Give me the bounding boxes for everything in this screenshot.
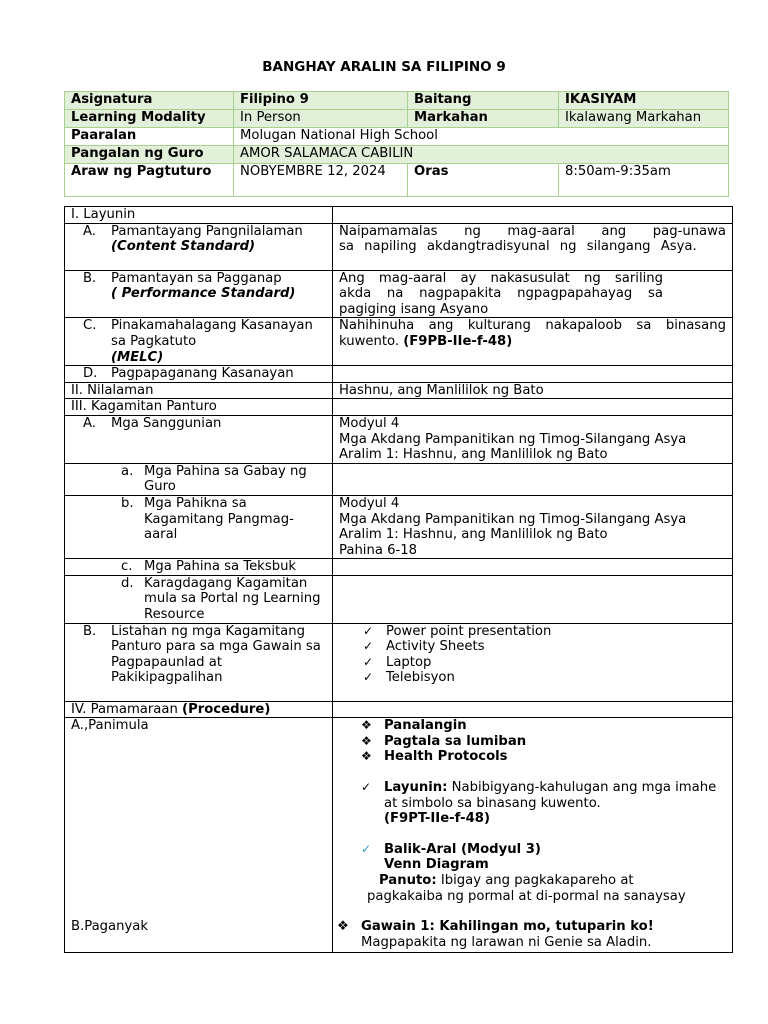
info-row-paaralan [65,128,729,146]
row-content: Modyul 4 Mga Akdang Pampanitikan ng Timog-Silangang Asya Aralim 1: Hashnu, ang Manlililok ng Bato [333,415,733,463]
row-content-standard: A. Pamantayang Pangnilalaman (Content Standard) Naipamamalas ng mag-aaral ang pag-unawa sa napiling akdangtradisyunal ng silangang Asya. [65,223,733,270]
diamond-bullet-icon: ❖ [361,749,372,764]
row-teksbuk: c. Mga Pahina sa Teksbuk [65,559,733,576]
row-melc: C. Pinakamahalagang Kasanayan sa Pagkatuto (MELC) Nahihinuha ang kulturang nakapaloob sa binasang kuwento. (F9PB-IIe-f-48) [65,318,733,366]
row-content: ❖ Panalangin ❖ Pagtala sa lumiban ❖ Health Protocols ✓ Layunin: Nabibigyang-kahulugan ang mga imahe at simbolo sa binasang kuwento. (F9PT-IIe-f-48) ✓ Balik-Aral (Modyul 3) Venn Diagram Panuto: Ibigay ang pagkakapareho at pagkakaiba ng pormal at di-pormal na sanaysay ❖ Gawain 1: Kahilingan mo, tutuparin ko! Magpapakita ng larawan ni Genie sa Aladin. [333,718,733,953]
row-label: Mga Pahikna sa Kagamitang Pangmag-aaral [144,495,294,543]
row-label: Pinakamahalagang Kasanayan sa Pagkatuto [111,318,313,349]
materials-list [339,624,726,686]
diamond-bullet-icon: ❖ [361,718,372,733]
section-heading: II. Nilalaman [65,382,333,399]
check-icon: ✓ [363,623,374,638]
row-layunin [65,207,733,224]
row-sublabel: (Content Standard) [111,239,256,255]
info-value: In Person [234,110,408,128]
info-label: Pangalan ng Guro [65,146,234,164]
info-label: Paaralan [65,128,234,146]
row-label: Pamantayang Pangnilalaman [111,223,303,239]
row-pamamaraan [65,701,733,718]
gawain-title: Gawain 1: Kahilingan mo, tutuparin ko! [361,919,654,935]
opening-list [337,718,726,765]
document-title: BANGHAY ARALIN SA FILIPINO 9 [262,59,506,75]
info-value: AMOR SALAMACA CABILIN [234,146,729,164]
info-value: NOBYEMBRE 12, 2024 [234,164,408,197]
row-nilalaman [65,382,733,399]
list-item: ❖ Health Protocols [361,749,508,765]
info-value: Filipino 9 [234,92,408,110]
info-label: Learning Modality [65,110,234,128]
section-heading: IV. Pamamaraan (Procedure) [65,701,333,718]
info-value: Ikalawang Markahan [559,110,729,128]
row-content: Ang mag-aaral ay nakasusulat ng sariling akda na nagpapakita ngpagpapahayag sa pagiging isang Asyano [333,270,733,318]
row-sublabel: (MELC) [111,349,164,365]
check-icon: ✓ [363,639,374,654]
row-karagdagang-kagamitan: d. Karagdagang Kagamitan mula sa Portal ng Learning Resource [65,575,733,623]
info-label: Oras [408,164,559,197]
row-content: Nahihinuha ang kulturang nakapaloob sa binasang kuwento. (F9PB-IIe-f-48) [333,318,733,366]
melc-code: (F9PB-IIe-f-48) [403,333,513,349]
list-item: ✓ Activity Sheets [363,639,485,655]
list-item: ✓ Laptop [363,654,432,670]
list-item: ❖ Panalangin [361,718,467,734]
row-gabay-guro: a. Mga Pahina sa Gabay ng Guro [65,463,733,495]
info-label: Markahan [408,110,559,128]
row-label: Mga Pahina sa Gabay ng Guro [144,463,307,495]
row-performance-standard: B. Pamantayan sa Pagganap ( Performance Standard) Ang mag-aaral ay nakasusulat ng sariling akda na nagpapakita ngpagpapahayag sa pagiging isang Asyano [65,270,733,318]
row-content: Hashnu, ang Manlililok ng Bato [333,382,733,399]
list-item: ✓ Telebisyon [363,670,455,686]
info-row-araw [65,164,729,197]
row-label: Mga Pahina sa Teksbuk [144,559,297,575]
row-label: Mga Sanggunian [111,415,222,431]
check-icon: ✓ [363,670,374,685]
row-content: Modyul 4 Mga Akdang Pampanitikan ng Timog-Silangang Asya Aralim 1: Hashnu, ang Manlililok ng Bato Pahina 6-18 [333,495,733,558]
row-label: Listahan ng mga Kagamitang Panturo para sa mga Gawain sa Pagpapaunlad at Pakikipagpalihan [111,623,321,686]
info-row-asignatura [65,92,729,110]
info-value: IKASIYAM [559,92,729,110]
list-item: ✓ Power point presentation [363,623,552,639]
check-icon: ✓ [361,841,372,856]
row-kagamitan [65,399,733,416]
info-value: Molugan National High School [234,128,729,146]
row-content: Naipamamalas ng mag-aaral ang pag-unawa sa napiling akdangtradisyunal ng silangang Asya. [333,223,733,270]
row-label: Pamantayan sa Pagganap [111,270,282,286]
row-label: B.Paganyak [71,919,149,935]
diamond-bullet-icon: ❖ [361,733,372,748]
row-label: Karagdagang Kagamitan mula sa Portal ng Learning Resource [144,575,321,623]
info-table [64,91,729,197]
info-row-guro [65,146,729,164]
row-panimula-paganyak [65,718,733,953]
info-value: 8:50am-9:35am [559,164,729,197]
row-content [333,623,733,701]
lesson-plan-table [64,206,733,953]
row-kagamitang-pangmag-aaral: b. Mga Pahikna sa Kagamitang Pangmag-aaral Modyul 4 Mga Akdang Pampanitikan ng Timog-Silangang Asya Aralim 1: Hashnu, ang Manlililok ng Bato Pahina 6-18 [65,495,733,558]
list-item: ✓ Balik-Aral (Modyul 3) Venn Diagram [361,841,541,873]
section-heading: I. Layunin [65,207,333,224]
list-item: ❖ Pagtala sa lumiban [361,733,527,749]
info-label: Asignatura [65,92,234,110]
row-sanggunian: A. Mga Sanggunian Modyul 4 Mga Akdang Pampanitikan ng Timog-Silangang Asya Aralim 1: Hashnu, ang Manlililok ng Bato [65,415,733,463]
info-row-modality [65,110,729,128]
row-label: Pagpapaganang Kasanayan [111,366,294,382]
check-icon: ✓ [363,654,374,669]
list-item: ✓ Layunin: Nabibigyang-kahulugan ang mga imahe at simbolo sa binasang kuwento. (F9PT-IIe-f-48) [361,780,717,827]
row-pagpapaganang: D. Pagpapaganang Kasanayan [65,366,733,383]
diamond-bullet-icon: ❖ [337,919,349,935]
info-label: Baitang [408,92,559,110]
row-listahan: B. Listahan ng mga Kagamitang Panturo para sa mga Gawain sa Pagpapaunlad at Pakikipagpalihan ✓ Power point presentation ✓ Activity Sheets ✓ Laptop ✓ Telebisyon [65,623,733,701]
section-heading: III. Kagamitan Panturo [65,399,333,416]
info-label: Araw ng Pagtuturo [65,164,234,197]
row-label: A.,Panimula [71,718,149,734]
check-icon: ✓ [361,780,372,795]
row-sublabel: ( Performance Standard) [111,286,296,302]
